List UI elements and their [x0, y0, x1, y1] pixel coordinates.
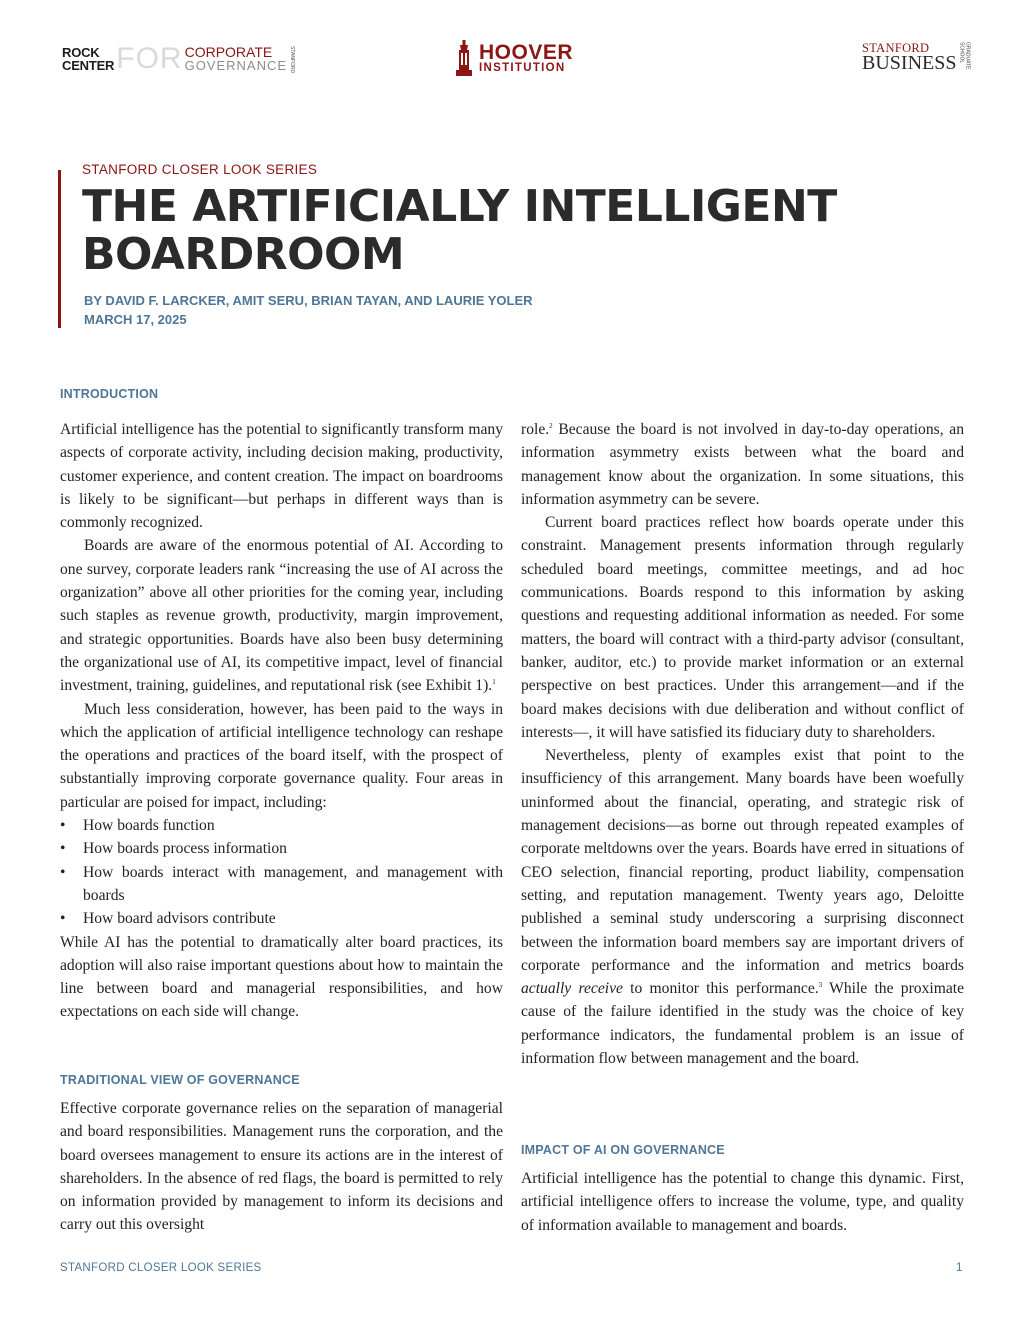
intro-heading: INTRODUCTION — [60, 387, 159, 401]
paragraph: Artificial intelligence has the potential to change this dynamic. First, artificial intelligence offers to increase the volume, type, and quality of information available to management and boards. — [521, 1170, 964, 1234]
right-column-lower — [521, 1167, 964, 1237]
paragraph-text: Boards are aware of the enormous potential of AI. According to one survey, corporate leaders rank “increasing the use of AI across the organization” above all other priorities for the coming year, including such staples as revenue growth, productivity, margin improvement, and strategic opportunities. Boards have also been busy determining the organizational use of AI, its competitive impact, level of financial investment, training, guidelines, and reputational risk (see Exhibit 1). — [60, 537, 503, 695]
paragraph — [521, 418, 964, 511]
byline — [84, 291, 533, 329]
title-line-1: THE ARTIFICIALLY INTELLIGENT — [82, 181, 837, 232]
rock-corporate: CORPORATE — [184, 44, 273, 60]
rock-for: FOR — [116, 42, 183, 75]
series-label: STANFORD CLOSER LOOK SERIES — [82, 162, 318, 177]
impact-heading: IMPACT OF AI ON GOVERNANCE — [521, 1143, 725, 1157]
hoover-tower-icon — [455, 40, 473, 76]
stanford-gsb-logo — [862, 42, 970, 72]
paragraph-text: to monitor this performance. — [622, 980, 819, 998]
hoover-line2: INSTITUTION — [479, 61, 566, 74]
rock-line1: ROCK — [62, 45, 100, 60]
paragraph: While AI has the potential to dramatically alter board practices, its adoption will also raise important questions about how to maintain the line between board and managerial responsibilities, and how expectations on each side will change. — [60, 933, 503, 1021]
list-item: • How board advisors contribute — [60, 907, 503, 930]
footnote-ref: 1 — [492, 678, 496, 687]
list-item: • How boards interact with management, and management with boards — [60, 861, 503, 908]
left-column — [60, 418, 503, 1024]
paragraph — [60, 534, 503, 697]
gsb-tag: GRADUATE SCHOOL — [958, 42, 971, 70]
emphasis: actually receive — [521, 980, 623, 998]
bullet-list — [60, 814, 503, 930]
rock-line2: CENTER — [62, 58, 115, 73]
paragraph: Effective corporate governance relies on the separation of managerial and board responsibilities. Management runs the corporation, and the board oversees management to ensure its actions are in the interest of shareholders. In the absence of red flags, the board is permitted to rely on information provided by management to inform its decisions and carry out this oversight — [60, 1100, 503, 1234]
page-title — [82, 183, 842, 279]
hoover-line1: HOOVER — [479, 40, 574, 64]
rock-tag: STANFORD — [289, 46, 296, 74]
paragraph: Artificial intelligence has the potential to significantly transform many aspects of corporate activity, including decision making, productivity, customer experience, and content creation. The impact on boardrooms is likely to be significant—but perhaps in different ways than is commonly recognized. — [60, 421, 503, 532]
date: MARCH 17, 2025 — [84, 312, 187, 327]
left-column-lower — [60, 1097, 503, 1237]
paragraph — [521, 744, 964, 1070]
header-logos — [0, 38, 1024, 78]
paragraph-text: While the proximate cause of the failure identified in the study was the choice of key performance indicators, the fundamental problem is an issue of information flow between management and the board. — [521, 980, 964, 1068]
list-item: • How boards function — [60, 814, 503, 837]
paragraph-text: role. — [521, 421, 550, 438]
paragraph: Much less consideration, however, has been paid to the ways in which the application of artificial intelligence technology can reshape the operations and practices of the board itself, with the prospect of substantially improving corporate governance quality. Four areas in particular are poised for impact, including: — [60, 700, 503, 811]
list-item: • How boards process information — [60, 837, 503, 860]
traditional-heading: TRADITIONAL VIEW OF GOVERNANCE — [60, 1073, 300, 1087]
authors: BY DAVID F. LARCKER, AMIT SERU, BRIAN TAYAN, AND LAURIE YOLER — [84, 293, 533, 308]
footer-series: STANFORD CLOSER LOOK SERIES — [60, 1262, 262, 1274]
title-line-2: BOARDROOM — [82, 229, 405, 280]
hoover-logo — [455, 40, 573, 76]
paragraph: Current board practices reflect how boards operate under this constraint. Management presents information through regularly scheduled board meetings, committee meetings, and ad hoc communications. Boards respond to this information by asking questions and requesting additional information as needed. For some matters, the board will contract with a third-party advisor (consultant, banker, auditor, etc.) to provide market information or an external perspective on best practices. Under this arrangement—and if the board makes decisions with due deliberation and without conflict of interests—, it will have satisfied its fiduciary duty to shareholders. — [521, 514, 964, 741]
gsb-line1: STANFORD — [862, 41, 930, 55]
page-number: 1 — [956, 1262, 963, 1274]
footnote-ref: 3 — [818, 980, 823, 989]
footnote-ref: 2 — [549, 421, 553, 430]
paragraph-text: Nevertheless, plenty of examples exist that point to the insufficiency of this arrangement. Many boards have been woefully uninformed about the financial, operating, and strategic risk of management decisions—as borne out through repeated examples of corporate meltdowns over the years. Boards have erred in situations of CEO selection, financial reporting, product liability, compensation setting, and reputation management. Twenty years ago, Deloitte published a seminal study underscoring a surprising disconnect between the information board members say are important drivers of corporate performance and the information and metrics boards — [521, 747, 964, 974]
paragraph-text: Because the board is not involved in day-to-day operations, an information asymmetry exists between what the board and management know about the organization. In some situations, this information asymmetry can be severe. — [521, 421, 964, 508]
rock-center-logo — [62, 44, 295, 74]
right-column — [521, 418, 964, 1070]
gsb-line2: BUSINESS — [862, 52, 957, 74]
rock-governance: GOVERNANCE — [184, 58, 288, 73]
